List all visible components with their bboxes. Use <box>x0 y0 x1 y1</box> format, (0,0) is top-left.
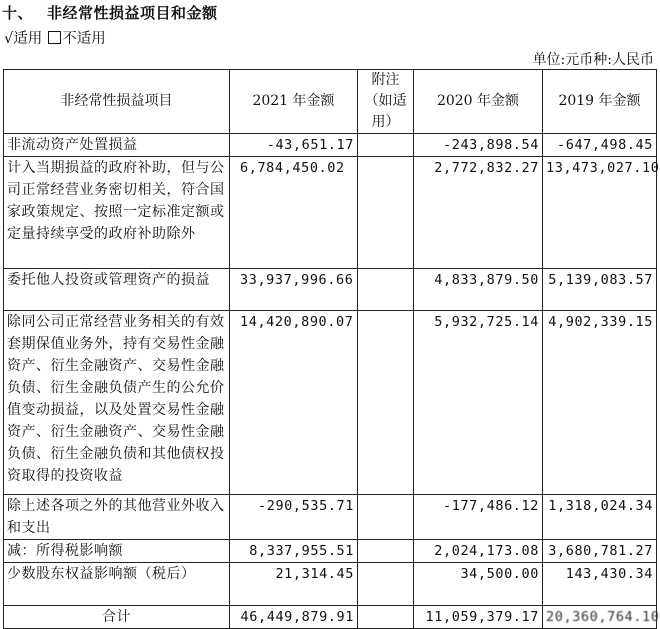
total-2020: 11,059,379.17 <box>414 606 543 629</box>
row-item: 少数股东权益影响额（税后） <box>4 563 230 606</box>
table-row <box>4 495 657 540</box>
row-2021: -43,651.17 <box>230 134 358 157</box>
row-note <box>358 134 414 157</box>
row-2019: -647,498.45 <box>543 134 657 157</box>
table-header-row <box>4 70 657 134</box>
row-2021: -290,535.71 <box>230 495 358 540</box>
row-note <box>358 269 414 311</box>
row-2019: 1,318,024.34 <box>543 495 657 540</box>
row-note <box>358 540 414 563</box>
row-2019: 5,139,083.57 <box>543 269 657 311</box>
table-row <box>4 311 657 495</box>
section-number: 十、 <box>2 4 34 22</box>
row-2021: 8,337,955.51 <box>230 540 358 563</box>
row-note <box>358 311 414 495</box>
row-2021: 6,784,450.02 <box>230 157 358 269</box>
currency-unit-note: 单位:元币种:人民币 <box>532 52 654 68</box>
table-row <box>4 134 657 157</box>
row-2020: 34,500.00 <box>414 563 543 606</box>
row-item: 委托他人投资或管理资产的损益 <box>4 269 230 311</box>
applicable-label: 适用 <box>13 31 43 47</box>
header-2019: 2019 年金额 <box>543 70 657 134</box>
row-note <box>358 563 414 606</box>
check-mark-icon: √ <box>4 31 14 47</box>
section-title: 非经常性损益项目和金额 <box>47 4 218 22</box>
row-item: 非流动资产处置损益 <box>4 134 230 157</box>
table-row <box>4 563 657 606</box>
total-2019: 20,360,764.10 <box>543 606 657 629</box>
row-2020: 2,772,832.27 <box>414 157 543 269</box>
row-item: 除同公司正常经营业务相关的有效套期保值业务外，持有交易性金融资产、衍生金融资产、交易性金融负债、衍生金融负债产生的公允价值变动损益，以及处置交易性金融资产、衍生金融资产、交易性金融负债、衍生金融负债和其他债权投资取得的投资收益 <box>4 311 230 495</box>
row-note <box>358 495 414 540</box>
non-recurring-gains-losses-table <box>3 69 660 629</box>
row-2020: 2,024,173.08 <box>414 540 543 563</box>
table-row <box>4 540 657 563</box>
row-2019: 143,430.34 <box>543 563 657 606</box>
applicability-options <box>4 27 106 48</box>
row-item: 减：所得税影响额 <box>4 540 230 563</box>
row-2020: 5,932,725.14 <box>414 311 543 495</box>
row-2021: 14,420,890.07 <box>230 311 358 495</box>
header-2021: 2021 年金额 <box>230 70 358 134</box>
row-2019: 3,680,781.27 <box>543 540 657 563</box>
row-2020: 4,833,879.50 <box>414 269 543 311</box>
header-2020: 2020 年金额 <box>414 70 543 134</box>
row-2020: -177,486.12 <box>414 495 543 540</box>
total-note <box>358 606 414 629</box>
header-note: 附注（如适用） <box>358 70 414 134</box>
row-2019: 4,902,339.15 <box>543 311 657 495</box>
header-item: 非经常性损益项目 <box>4 70 230 134</box>
table-row <box>4 269 657 311</box>
empty-checkbox-icon <box>48 31 61 44</box>
row-item: 除上述各项之外的其他营业外收入和支出 <box>4 495 230 540</box>
table-total-row <box>4 606 657 629</box>
row-2021: 33,937,996.66 <box>230 269 358 311</box>
row-note <box>358 157 414 269</box>
section-heading <box>2 2 218 23</box>
row-2019: 13,473,027.10 <box>543 157 657 269</box>
total-label: 合计 <box>4 606 230 629</box>
row-2020: -243,898.54 <box>414 134 543 157</box>
row-2021: 21,314.45 <box>230 563 358 606</box>
row-item: 计入当期损益的政府补助，但与公司正常经营业务密切相关，符合国家政策规定、按照一定标准定额或定量持续享受的政府补助除外 <box>4 157 230 269</box>
total-2021: 46,449,879.91 <box>230 606 358 629</box>
not-applicable-label: 不适用 <box>62 31 106 47</box>
table-row <box>4 157 657 269</box>
